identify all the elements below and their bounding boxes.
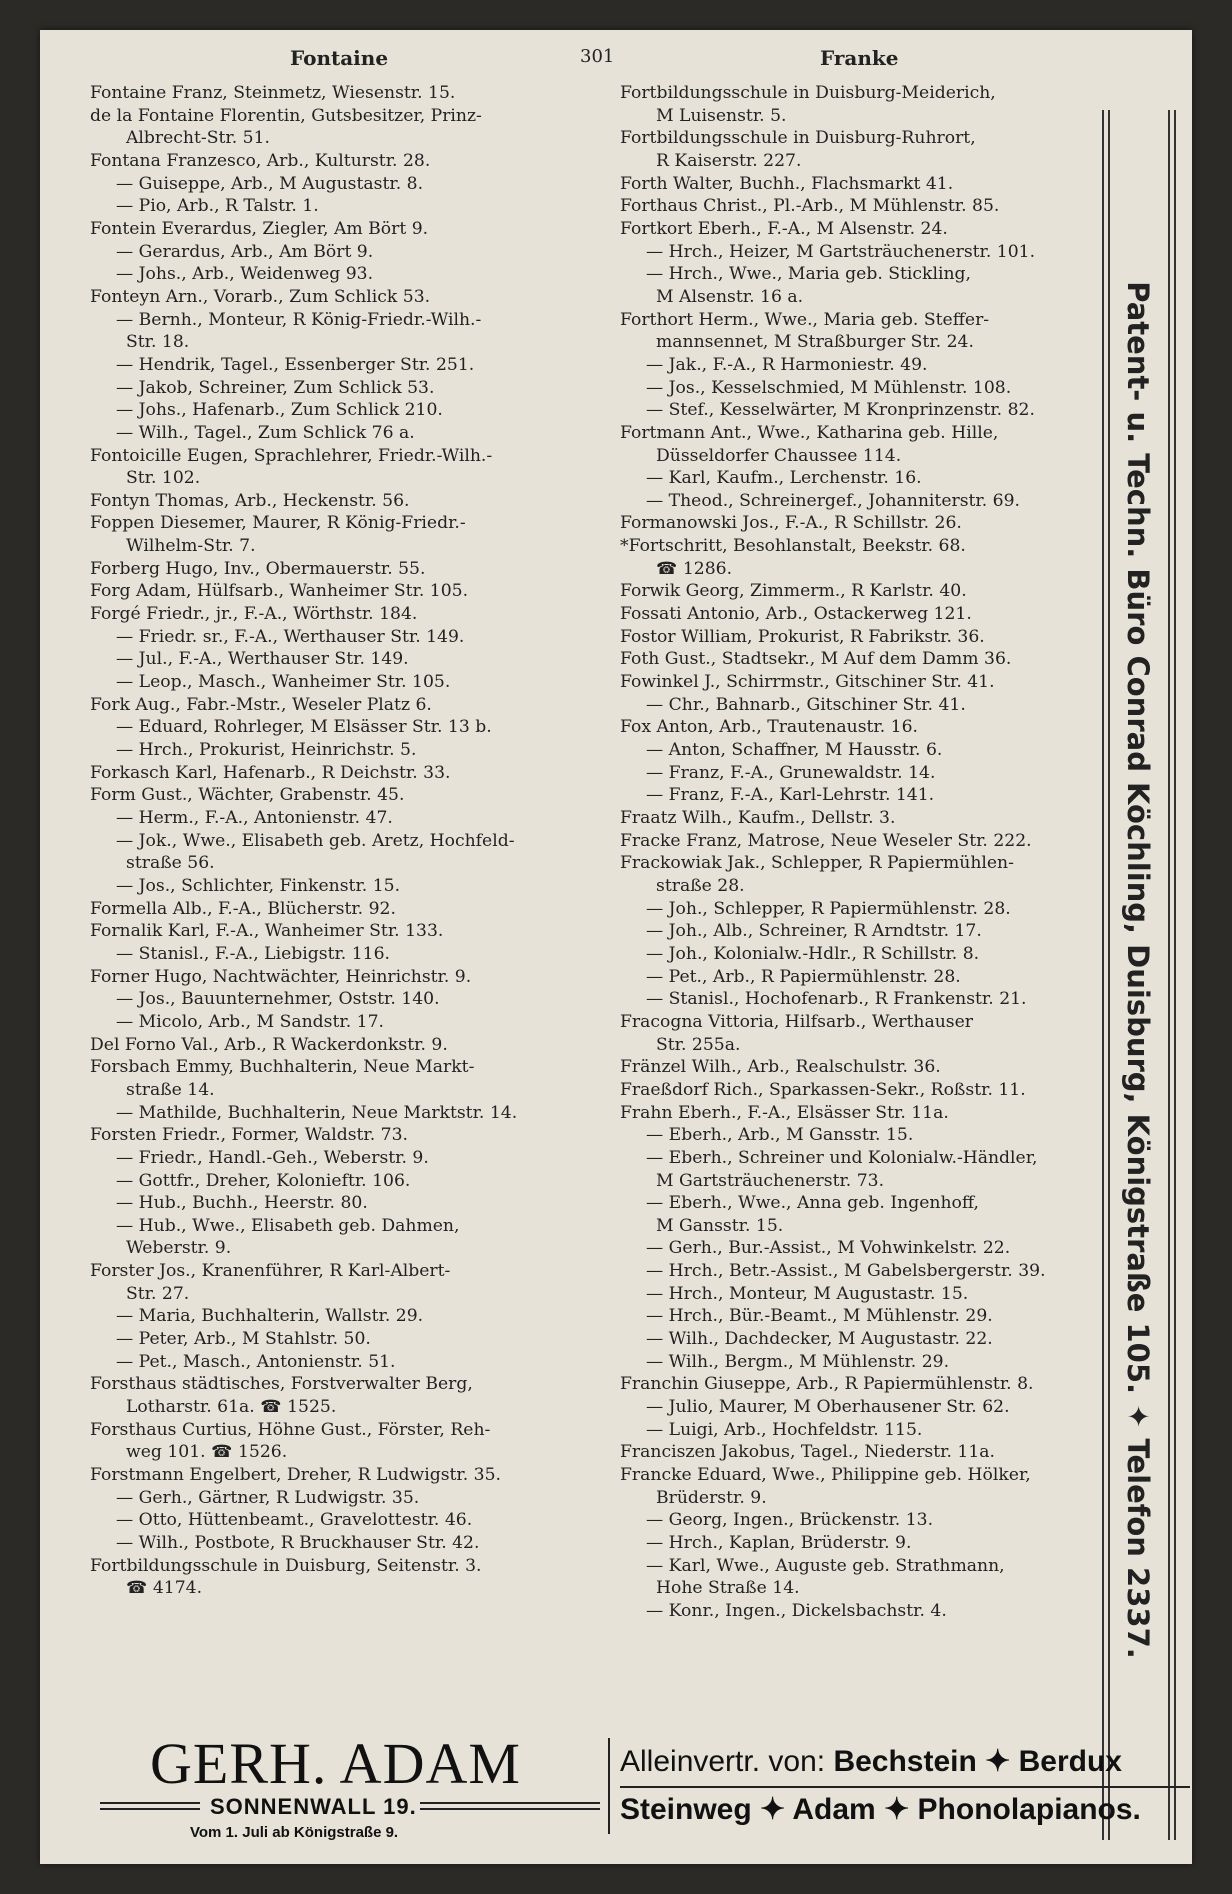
sub-entry: — Gerardus, Arb., Am Bört 9. [116,241,374,262]
directory-entry: Francke Eduard, Wwe., Philippine geb. Hölker, [620,1465,1031,1486]
directory-entry: Fracogna Vittoria, Hilfsarb., Werthauser [620,1011,973,1032]
sub-entry: — Stanisl., Hochofenarb., R Frankenstr. 21. [646,989,1027,1010]
left-column [90,82,600,1600]
directory-entry: Frackowiak Jak., Schlepper, R Papiermühlen- [620,853,1014,874]
entry-continuation: straße 56. [126,853,215,874]
sub-entry: — Jos., Kesselschmied, M Mühlenstr. 108. [646,377,1012,398]
entry-continuation: Albrecht-Str. 51. [126,128,270,149]
sub-entry: — Konr., Ingen., Dickelsbachstr. 4. [646,1600,947,1621]
directory-entry: de la Fontaine Florentin, Gutsbesitzer, Prinz- [90,105,482,126]
directory-entry: Fortkort Eberh., F.-A., M Alsenstr. 24. [620,218,948,239]
sub-entry: — Jul., F.-A., Werthauser Str. 149. [116,649,409,670]
directory-entry: Forg Adam, Hülfsarb., Wanheimer Str. 105. [90,581,469,602]
directory-entry: Fortmann Ant., Wwe., Katharina geb. Hille, [620,422,999,443]
directory-entry: Forsten Friedr., Former, Waldstr. 73. [90,1125,409,1146]
sub-entry: — Wilh., Postbote, R Bruckhauser Str. 42. [116,1533,480,1553]
entry-continuation: weg 101. ☎ 1526. [126,1442,288,1463]
directory-entry: Fonteyn Arn., Vorarb., Zum Schlick 53. [90,286,431,307]
directory-entry: Franchin Giuseppe, Arb., R Papiermühlenstr. 8. [620,1374,1034,1395]
sub-entry: — Stanisl., F.-A., Liebigstr. 116. [116,943,391,964]
directory-entry: Fontyn Thomas, Arb., Heckenstr. 56. [90,490,410,511]
sub-entry: — Friedr. sr., F.-A., Werthauser Str. 149. [116,626,465,647]
sub-entry: — Peter, Arb., M Stahlstr. 50. [116,1329,371,1350]
directory-entry: Forth Walter, Buchh., Flachsmarkt 41. [620,173,954,194]
sub-entry: — Wilh., Dachdecker, M Augustastr. 22. [646,1329,993,1350]
sub-entry: — Joh., Alb., Schreiner, R Arndtstr. 17. [646,921,982,942]
sub-entry: — Johs., Hafenarb., Zum Schlick 210. [116,400,443,421]
directory-entry: Del Forno Val., Arb., R Wackerdonkstr. 9. [90,1034,448,1055]
directory-entry: Forsthaus Curtius, Höhne Gust., Förster, Reh- [90,1419,491,1440]
sub-entry: — Chr., Bahnarb., Gitschiner Str. 41. [646,694,966,715]
sub-entry: — Jak., F.-A., R Harmoniestr. 49. [646,354,928,375]
directory-entry: *Fortschritt, Besohlanstalt, Beekstr. 68. [620,536,966,557]
directory-entry: Forthort Herm., Wwe., Maria geb. Steffer- [620,309,990,330]
sub-entry: — Pet., Masch., Antonienstr. 51. [116,1351,396,1372]
sub-entry: — Johs., Arb., Weidenweg 93. [116,264,374,285]
ad-sole-agency-line [620,1744,1122,1779]
sub-entry: — Bernh., Monteur, R König-Friedr.-Wilh.- [116,309,482,330]
sub-entry: — Eberh., Wwe., Anna geb. Ingenhoff, [646,1193,979,1214]
ad-brands-line1: Bechstein ✦ Berdux [833,1745,1122,1778]
sub-entry: — Theod., Schreinergef., Johanniterstr. 69. [646,490,1021,511]
directory-entry: Forberg Hugo, Inv., Obermauerstr. 55. [90,558,426,579]
entry-continuation: straße 28. [656,875,745,896]
sub-entry: — Jos., Bauunternehmer, Oststr. 140. [116,989,440,1010]
entry-continuation: mannsennet, M Straßburger Str. 24. [656,332,974,353]
sub-entry: — Gerh., Gärtner, R Ludwigstr. 35. [116,1487,420,1508]
directory-entry: Fox Anton, Arb., Trautenaustr. 16. [620,717,919,738]
directory-page [40,30,1192,1864]
entry-continuation: ☎ 1286. [656,558,733,579]
sub-entry: — Eberh., Arb., M Gansstr. 15. [646,1125,914,1146]
directory-entry: Formella Alb., F.-A., Blücherstr. 92. [90,898,396,919]
sub-entry: — Hub., Wwe., Elisabeth geb. Dahmen, [116,1215,460,1236]
directory-entry: Frahn Eberh., F.-A., Elsässer Str. 11a. [620,1102,949,1123]
directory-entry: Forgé Friedr., jr., F.-A., Wörthstr. 184. [90,604,418,625]
sub-entry: — Stef., Kesselwärter, M Kronprinzenstr. 82. [646,400,1035,421]
directory-entry: Franciszen Jakobus, Tagel., Niederstr. 11a. [620,1442,995,1463]
sub-entry: — Joh., Schlepper, R Papiermühlenstr. 28. [646,898,1011,919]
directory-entry: Fossati Antonio, Arb., Ostackerweg 121. [620,604,972,625]
side-advertisement [1098,70,1178,1870]
sub-entry: — Hrch., Heizer, M Gartsträuchenerstr. 101. [646,241,1036,262]
ad-company-name: GERH. ADAM [150,1731,521,1796]
directory-entry: Form Gust., Wächter, Grabenstr. 45. [90,785,405,806]
bottom-advertisement [100,1730,1190,1850]
directory-entry: Fortbildungsschule in Duisburg-Ruhrort, [620,128,976,149]
sub-entry: — Hrch., Kaplan, Brüderstr. 9. [646,1533,912,1553]
directory-entry: Fortbildungsschule in Duisburg-Meiderich, [620,83,996,103]
ad-moved-notice: Vom 1. Juli ab Königstraße 9. [190,1824,399,1841]
entry-continuation: Wilhelm-Str. 7. [126,536,256,557]
directory-entry: Fraeßdorf Rich., Sparkassen-Sekr., Roßstr. 11. [620,1079,1026,1100]
sub-entry: — Pio, Arb., R Talstr. 1. [116,196,319,217]
directory-entry: Fostor William, Prokurist, R Fabrikstr. 36. [620,626,985,647]
directory-entry: Fornalik Karl, F.-A., Wanheimer Str. 133. [90,921,444,942]
directory-entry: Forster Jos., Kranenführer, R Karl-Albert- [90,1261,451,1282]
directory-entry: Fontein Everardus, Ziegler, Am Bört 9. [90,218,429,239]
directory-entry: Foppen Diesemer, Maurer, R König-Friedr.- [90,513,466,534]
entry-continuation: Str. 18. [126,332,190,353]
directory-entry: Foth Gust., Stadtsekr., M Auf dem Damm 36. [620,649,1012,670]
directory-entry: Forstmann Engelbert, Dreher, R Ludwigstr. 35. [90,1465,502,1486]
sub-entry: — Hub., Buchh., Heerstr. 80. [116,1193,368,1214]
directory-entry: Forthaus Christ., Pl.-Arb., M Mühlenstr. 85. [620,196,1000,217]
sub-entry: — Otto, Hüttenbeamt., Gravelottestr. 46. [116,1510,473,1531]
directory-entry: Forner Hugo, Nachtwächter, Heinrichstr. 9. [90,966,472,987]
sub-entry: — Franz, F.-A., Karl-Lehrstr. 141. [646,785,935,806]
entry-continuation: Hohe Straße 14. [656,1578,800,1599]
sub-entry: — Hrch., Bür.-Beamt., M Mühlenstr. 29. [646,1306,993,1327]
entry-continuation: Str. 102. [126,468,201,489]
entry-continuation: M Gartsträuchenerstr. 73. [656,1170,885,1191]
directory-entry: Fontaine Franz, Steinmetz, Wiesenstr. 15. [90,83,456,103]
directory-entry: Forsthaus städtisches, Forstverwalter Berg, [90,1374,473,1395]
sub-entry: — Luigi, Arb., Hochfeldstr. 115. [646,1419,923,1440]
entry-continuation: ☎ 4174. [126,1578,203,1599]
sub-entry: — Hrch., Monteur, M Augustastr. 15. [646,1283,969,1304]
directory-entry: Fortbildungsschule in Duisburg, Seitenstr. 3. [90,1555,482,1576]
sub-entry: — Anton, Schaffner, M Hausstr. 6. [646,740,943,761]
directory-entry: Fraatz Wilh., Kaufm., Dellstr. 3. [620,808,896,828]
entry-continuation: Lotharstr. 61a. ☎ 1525. [126,1397,337,1418]
directory-entry: Fontoicille Eugen, Sprachlehrer, Friedr.-Wilh.- [90,445,493,466]
entry-continuation: M Alsenstr. 16 a. [656,286,804,307]
directory-entry: Fork Aug., Fabr.-Mstr., Weseler Platz 6. [90,694,432,715]
entry-continuation: Düsseldorfer Chaussee 114. [656,445,902,466]
sub-entry: — Gottfr., Dreher, Kolonieftr. 106. [116,1170,411,1191]
directory-entry: Fracke Franz, Matrose, Neue Weseler Str. 222. [620,830,1032,851]
sub-entry: — Jakob, Schreiner, Zum Schlick 53. [116,377,435,398]
entry-continuation: Brüderstr. 9. [656,1487,767,1508]
sub-entry: — Wilh., Tagel., Zum Schlick 76 a. [116,422,415,443]
sub-entry: — Pet., Arb., R Papiermühlenstr. 28. [646,966,961,987]
sub-entry: — Friedr., Handl.-Geh., Weberstr. 9. [116,1147,429,1168]
sub-entry: — Hendrik, Tagel., Essenberger Str. 251. [116,354,475,375]
sub-entry: — Joh., Kolonialw.-Hdlr., R Schillstr. 8. [646,943,980,964]
sub-entry: — Wilh., Bergm., M Mühlenstr. 29. [646,1351,950,1372]
ad-address: SONNENWALL 19. [210,1794,417,1819]
ad-brands-line2: Steinweg ✦ Adam ✦ Phonolapianos. [620,1793,1141,1826]
header-right-keyword: Franke [820,46,899,70]
side-ad-text: Patent- u. Techn. Büro Conrad Köchling, Duisburg, Königstraße 105. ✦ Telefon 2337. [1121,281,1155,1659]
sub-entry: — Jos., Schlichter, Finkenstr. 15. [116,875,401,896]
sub-entry: — Leop., Masch., Wanheimer Str. 105. [116,672,451,693]
sub-entry: — Guiseppe, Arb., M Augustastr. 8. [116,173,424,194]
directory-entry: Forwik Georg, Zimmerm., R Karlstr. 40. [620,581,967,602]
entry-continuation: Weberstr. 9. [126,1238,232,1259]
sub-entry: — Hrch., Prokurist, Heinrichstr. 5. [116,740,417,761]
sub-entry: — Eberh., Schreiner und Kolonialw.-Händler, [646,1147,1038,1168]
directory-entry: Fränzel Wilh., Arb., Realschulstr. 36. [620,1057,941,1078]
page-number: 301 [580,46,615,67]
directory-entry: Fontana Franzesco, Arb., Kulturstr. 28. [90,150,431,171]
directory-entry: Forkasch Karl, Hafenarb., R Deichstr. 33. [90,762,451,783]
sub-entry: — Karl, Kaufm., Lerchenstr. 16. [646,468,922,489]
sub-entry: — Herm., F.-A., Antonienstr. 47. [116,808,393,828]
directory-entry: Fowinkel J., Schirrmstr., Gitschiner Str. 41. [620,672,995,693]
entry-continuation: straße 14. [126,1079,215,1100]
sub-entry: — Eduard, Rohrleger, M Elsässer Str. 13 b. [116,717,492,738]
entry-continuation: M Luisenstr. 5. [656,105,787,126]
sub-entry: — Maria, Buchhalterin, Wallstr. 29. [116,1306,424,1327]
directory-entry: Formanowski Jos., F.-A., R Schillstr. 26. [620,513,962,534]
sub-entry: — Karl, Wwe., Auguste geb. Strathmann, [646,1555,1005,1576]
sub-entry: — Hrch., Wwe., Maria geb. Stickling, [646,264,972,285]
sub-entry: — Franz, F.-A., Grunewaldstr. 14. [646,762,936,783]
entry-continuation: R Kaiserstr. 227. [656,150,802,171]
directory-entry: Forsbach Emmy, Buchhalterin, Neue Markt- [90,1057,475,1078]
entry-continuation: Str. 27. [126,1283,190,1304]
ad-sole-agency-label: Alleinvertr. von: [620,1745,826,1778]
sub-entry: — Hrch., Betr.-Assist., M Gabelsbergerstr. 39. [646,1261,1046,1282]
sub-entry: — Georg, Ingen., Brückenstr. 13. [646,1510,934,1531]
sub-entry: — Gerh., Bur.-Assist., M Vohwinkelstr. 22. [646,1238,1011,1259]
sub-entry: — Mathilde, Buchhalterin, Neue Marktstr. 14. [116,1102,518,1123]
sub-entry: — Jok., Wwe., Elisabeth geb. Aretz, Hochfeld- [116,830,515,851]
right-column [620,82,1105,1623]
entry-continuation: Str. 255a. [656,1034,741,1055]
header-left-keyword: Fontaine [290,46,389,70]
entry-continuation: M Gansstr. 15. [656,1215,784,1236]
sub-entry: — Julio, Maurer, M Oberhausener Str. 62. [646,1397,1010,1418]
sub-entry: — Micolo, Arb., M Sandstr. 17. [116,1011,384,1032]
